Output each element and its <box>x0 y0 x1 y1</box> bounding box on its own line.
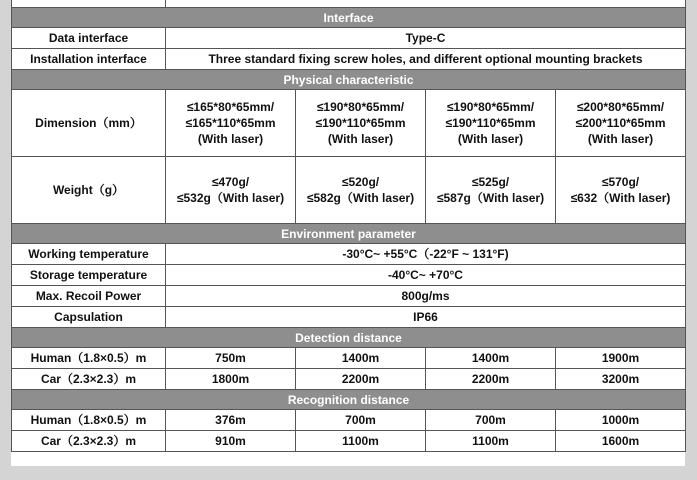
weight-cell <box>556 157 686 224</box>
row-label: Car（2.3×2.3）m <box>12 369 166 390</box>
row-label: Data interface <box>12 28 166 49</box>
distance-cell: 3200m <box>556 369 686 390</box>
weight-line: ≤532g（With laser) <box>176 191 285 205</box>
distance-cell: 1400m <box>296 348 426 369</box>
dimension-line: (With laser) <box>197 132 264 146</box>
dimension-line: ≤190*110*65mm <box>445 116 536 130</box>
weight-line: ≤470g/ <box>211 175 250 189</box>
row-value: Three standard fixing screw holes, and different optional mounting brackets <box>166 49 686 70</box>
dimension-line: ≤190*80*65mm/ <box>446 100 535 114</box>
weight-line: ≤520g/ <box>341 175 380 189</box>
distance-cell: 1100m <box>296 431 426 452</box>
section-recognition <box>12 390 686 410</box>
dimension-line: (With laser) <box>457 132 524 146</box>
weight-cell <box>166 157 296 224</box>
row-label: Capsulation <box>12 307 166 328</box>
section-physical <box>12 70 686 90</box>
row-value: -30°C~ +55°C（-22°F ~ 131°F) <box>166 244 686 265</box>
section-title: Environment parameter <box>12 224 686 244</box>
distance-cell: 750m <box>166 348 296 369</box>
bottom-margin <box>0 466 697 480</box>
row-detection-human <box>12 348 686 369</box>
row-capsulation <box>12 307 686 328</box>
cut-off-row <box>12 0 686 8</box>
row-installation-interface <box>12 49 686 70</box>
weight-cell <box>296 157 426 224</box>
dimension-line: ≤190*80*65mm/ <box>316 100 405 114</box>
row-max-recoil-power <box>12 286 686 307</box>
row-weight <box>12 157 686 224</box>
distance-cell: 700m <box>426 410 556 431</box>
dimension-cell <box>556 90 686 157</box>
row-label: Human（1.8×0.5）m <box>12 348 166 369</box>
dimension-cell <box>426 90 556 157</box>
row-label: Car（2.3×2.3）m <box>12 431 166 452</box>
distance-cell: 1000m <box>556 410 686 431</box>
dimension-line: ≤190*110*65mm <box>315 116 406 130</box>
spec-table <box>11 0 686 452</box>
dimension-cell <box>166 90 296 157</box>
distance-cell: 1400m <box>426 348 556 369</box>
section-interface <box>12 8 686 28</box>
row-label: Max. Recoil Power <box>12 286 166 307</box>
row-value: 800g/ms <box>166 286 686 307</box>
weight-line: ≤570g/ <box>601 175 640 189</box>
row-detection-car <box>12 369 686 390</box>
row-label: Storage temperature <box>12 265 166 286</box>
distance-cell: 1900m <box>556 348 686 369</box>
distance-cell: 2200m <box>296 369 426 390</box>
weight-line: ≤632（With laser) <box>570 191 671 205</box>
distance-cell: 910m <box>166 431 296 452</box>
row-label: Human（1.8×0.5）m <box>12 410 166 431</box>
section-title: Interface <box>12 8 686 28</box>
row-recognition-human <box>12 410 686 431</box>
dimension-line: ≤200*110*65mm <box>575 116 666 130</box>
row-label: Weight（g） <box>12 157 166 224</box>
weight-cell <box>426 157 556 224</box>
cut-off-label <box>12 0 166 8</box>
section-environment <box>12 224 686 244</box>
weight-line: ≤525g/ <box>471 175 510 189</box>
row-recognition-car <box>12 431 686 452</box>
weight-line: ≤582g（With laser) <box>306 191 415 205</box>
dimension-line: ≤165*80*65mm/ <box>186 100 275 114</box>
section-title: Physical characteristic <box>12 70 686 90</box>
row-label: Dimension（mm） <box>12 90 166 157</box>
row-value: -40°C~ +70°C <box>166 265 686 286</box>
distance-cell: 1600m <box>556 431 686 452</box>
row-value: IP66 <box>166 307 686 328</box>
dimension-line: (With laser) <box>327 132 394 146</box>
distance-cell: 2200m <box>426 369 556 390</box>
dimension-line: (With laser) <box>587 132 654 146</box>
dimension-line: ≤165*110*65mm <box>185 116 276 130</box>
distance-cell: 1800m <box>166 369 296 390</box>
dimension-line: ≤200*80*65mm/ <box>576 100 665 114</box>
row-working-temperature <box>12 244 686 265</box>
section-detection <box>12 328 686 348</box>
distance-cell: 700m <box>296 410 426 431</box>
row-value: Type-C <box>166 28 686 49</box>
row-label: Installation interface <box>12 49 166 70</box>
section-title: Detection distance <box>12 328 686 348</box>
row-data-interface <box>12 28 686 49</box>
dimension-cell <box>296 90 426 157</box>
cut-off-value <box>166 0 686 8</box>
weight-line: ≤587g（With laser) <box>436 191 545 205</box>
row-storage-temperature <box>12 265 686 286</box>
spec-table-frame <box>11 0 685 466</box>
row-dimension <box>12 90 686 157</box>
section-title: Recognition distance <box>12 390 686 410</box>
distance-cell: 376m <box>166 410 296 431</box>
row-label: Working temperature <box>12 244 166 265</box>
distance-cell: 1100m <box>426 431 556 452</box>
